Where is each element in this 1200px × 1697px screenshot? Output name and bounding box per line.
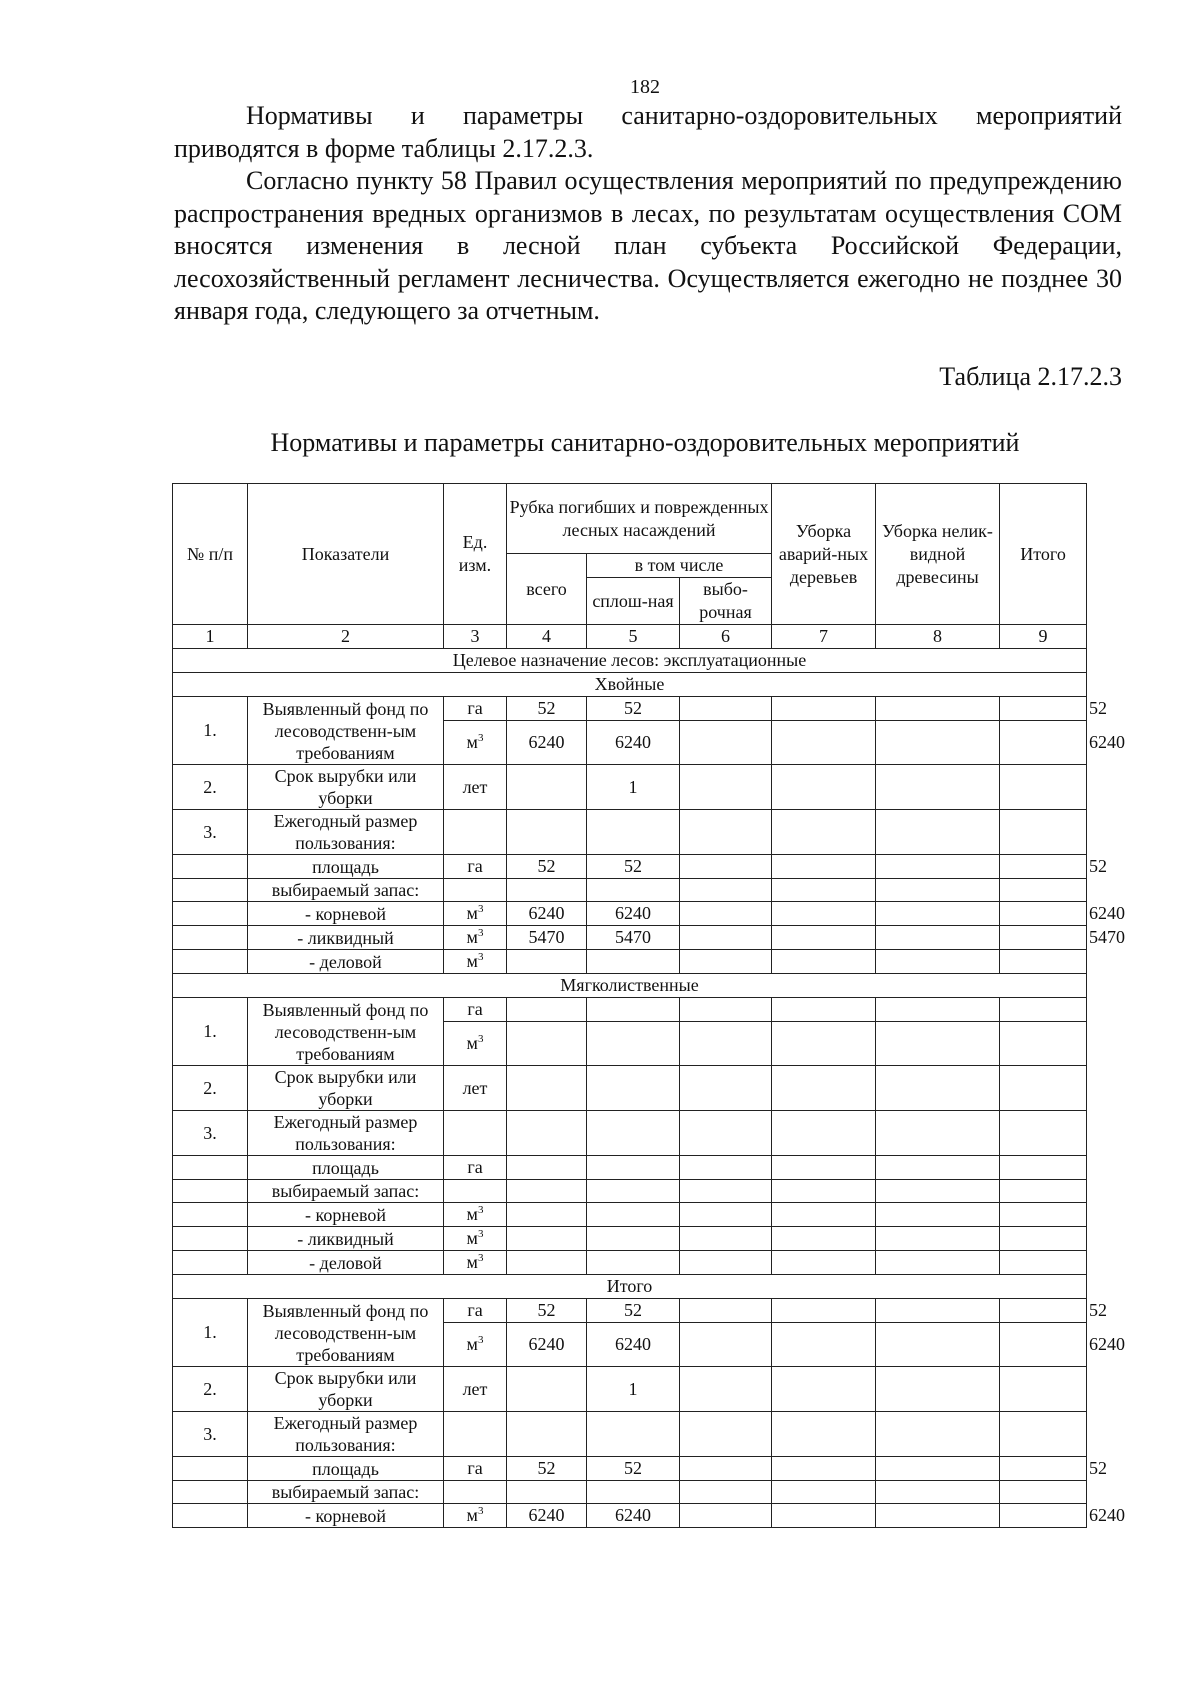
- row-number: [173, 1180, 248, 1203]
- unit-exponent: 3: [477, 1204, 484, 1216]
- row-label: выбираемый запас:: [248, 1481, 444, 1504]
- value-cell: 52: [587, 1457, 680, 1481]
- norms-table: [172, 483, 1126, 1528]
- value-cell: [772, 1203, 876, 1227]
- row-unit: [444, 950, 507, 974]
- value-cell: [772, 1367, 876, 1412]
- paragraph-intro: Нормативы и параметры санитарно-оздоровительных мероприятий приводятся в форме таблицы 2.17.2.3.: [174, 101, 1122, 163]
- value-cell: [680, 1481, 772, 1504]
- table-row: $м^3$ 6240 6240 6240: [173, 721, 1087, 765]
- column-number: 7: [772, 625, 876, 649]
- row-label: - деловой: [248, 1251, 444, 1275]
- value-cell: [876, 1299, 1000, 1323]
- value-cell: [1000, 1203, 1087, 1227]
- value-cell: 52: [507, 697, 587, 721]
- row-unit: [444, 1251, 507, 1275]
- value-cell: [507, 1066, 587, 1111]
- table-row: [173, 879, 1087, 902]
- unit-text: м: [466, 1204, 478, 1224]
- header-total: Итого: [1000, 484, 1087, 625]
- value-cell: [1000, 1323, 1087, 1367]
- group-title: Мягколиственные: [173, 974, 1087, 998]
- table-row: [173, 1111, 1087, 1156]
- row-unit: [444, 1481, 507, 1504]
- value-cell: [507, 1180, 587, 1203]
- group-row: [173, 673, 1087, 697]
- row-unit: га: [444, 1457, 507, 1481]
- value-cell: [772, 879, 876, 902]
- value-cell: [1000, 1504, 1087, 1528]
- value-cell: [680, 879, 772, 902]
- row-label: Срок вырубки или уборки: [248, 1367, 444, 1412]
- value-cell: [772, 1156, 876, 1180]
- section-row: [173, 649, 1087, 673]
- row-number: [173, 1504, 248, 1528]
- value-cell: [507, 1203, 587, 1227]
- value-cell: [772, 810, 876, 855]
- value-cell: [507, 1227, 587, 1251]
- row-label: площадь: [248, 855, 444, 879]
- row-number: 2.: [173, 1367, 248, 1412]
- table-row: 1. Выявленный фонд по лесоводственн-ым требованиям га 52 52 52: [173, 1299, 1087, 1323]
- value-cell: [876, 998, 1000, 1022]
- column-number: 6: [680, 625, 772, 649]
- value-cell: [680, 1111, 772, 1156]
- value-cell: [587, 1203, 680, 1227]
- value-cell: [680, 721, 772, 765]
- row-unit: га: [444, 855, 507, 879]
- value-cell: [1000, 998, 1087, 1022]
- row-label: - ликвидный: [248, 1227, 444, 1251]
- row-unit: [444, 1203, 507, 1227]
- value-cell: [876, 1022, 1000, 1066]
- value-cell: [772, 902, 876, 926]
- value-cell: [772, 765, 876, 810]
- value-cell: [587, 1251, 680, 1275]
- value-cell: [1000, 1156, 1087, 1180]
- value-cell: [680, 902, 772, 926]
- value-cell: [772, 926, 876, 950]
- row-number: [173, 1481, 248, 1504]
- row-unit: [444, 721, 507, 765]
- value-cell: 52: [507, 1457, 587, 1481]
- value-cell: [587, 1156, 680, 1180]
- value-cell: 6240: [507, 902, 587, 926]
- value-cell: [680, 1412, 772, 1457]
- table-row: [173, 1412, 1087, 1457]
- column-number: 8: [876, 625, 1000, 649]
- column-number: 1: [173, 625, 248, 649]
- column-number: 3: [444, 625, 507, 649]
- value-cell: [507, 1412, 587, 1457]
- value-cell: [680, 1299, 772, 1323]
- header-clear: сплош-ная: [587, 578, 680, 625]
- value-cell: [680, 1156, 772, 1180]
- row-label: Выявленный фонд по лесоводственн-ым требованиям: [248, 697, 444, 765]
- row-label: площадь: [248, 1156, 444, 1180]
- table-row: площадь га 52 52 52: [173, 855, 1087, 879]
- value-cell: [680, 1323, 772, 1367]
- value-cell: [876, 1481, 1000, 1504]
- header-selective: выбо-рочная: [680, 578, 772, 625]
- value-cell: [1000, 765, 1087, 810]
- value-cell: [1000, 697, 1087, 721]
- value-cell: [587, 1227, 680, 1251]
- row-unit: лет: [444, 1066, 507, 1111]
- value-cell: [1000, 1022, 1087, 1066]
- table-row: [173, 1367, 1087, 1412]
- value-cell: [876, 1066, 1000, 1111]
- row-label: выбираемый запас:: [248, 1180, 444, 1203]
- value-cell: [772, 1457, 876, 1481]
- value-cell: [680, 810, 772, 855]
- value-cell: [680, 998, 772, 1022]
- value-cell: [876, 1367, 1000, 1412]
- table-row: - ликвидный $м^3$ 5470 5470 5470: [173, 926, 1087, 950]
- value-cell: [507, 1022, 587, 1066]
- page-number: 182: [630, 76, 660, 98]
- value-cell: [507, 1156, 587, 1180]
- row-label: - деловой: [248, 950, 444, 974]
- value-cell: [772, 950, 876, 974]
- value-cell: [507, 1251, 587, 1275]
- row-number: [173, 1457, 248, 1481]
- value-cell: 5470: [587, 926, 680, 950]
- row-number: 1.: [173, 697, 248, 765]
- row-label: Выявленный фонд по лесоводственн-ым требованиям: [248, 1299, 444, 1367]
- value-cell: [507, 1367, 587, 1412]
- value-cell: [876, 1457, 1000, 1481]
- value-cell: [587, 950, 680, 974]
- unit-exponent: 3: [477, 732, 484, 744]
- value-cell: 52: [587, 855, 680, 879]
- value-cell: [1000, 1180, 1087, 1203]
- value-cell: 6240: [587, 1323, 680, 1367]
- value-cell: [772, 1180, 876, 1203]
- value-cell: [772, 1022, 876, 1066]
- value-cell: 52: [507, 855, 587, 879]
- row-number: [173, 902, 248, 926]
- value-cell: 52: [587, 1299, 680, 1323]
- value-cell: [876, 721, 1000, 765]
- value-cell: [876, 1227, 1000, 1251]
- value-cell: [876, 765, 1000, 810]
- value-cell: [876, 1323, 1000, 1367]
- value-cell: [1000, 810, 1087, 855]
- table-row: [173, 1203, 1087, 1227]
- value-cell: 6240: [587, 1504, 680, 1528]
- column-number: 4: [507, 625, 587, 649]
- row-number: [173, 855, 248, 879]
- row-number: [173, 926, 248, 950]
- value-cell: [876, 879, 1000, 902]
- value-cell: [1000, 721, 1087, 765]
- value-cell: [680, 950, 772, 974]
- value-cell: [1000, 1227, 1087, 1251]
- column-number: 9: [1000, 625, 1087, 649]
- row-unit: [444, 810, 507, 855]
- group-title: Итого: [173, 1275, 1087, 1299]
- value-cell: [1000, 1481, 1087, 1504]
- row-number: 2.: [173, 1066, 248, 1111]
- row-unit: лет: [444, 1367, 507, 1412]
- group-row: [173, 974, 1087, 998]
- value-cell: [876, 1180, 1000, 1203]
- value-cell: [680, 1066, 772, 1111]
- row-unit: га: [444, 998, 507, 1022]
- value-cell: 52: [587, 697, 680, 721]
- row-number: 1.: [173, 998, 248, 1066]
- header-illiquid: Уборка нелик-видной древесины: [876, 484, 1000, 625]
- value-cell: [680, 1203, 772, 1227]
- table-row: [173, 998, 1087, 1022]
- table-row: - корневой $м^3$ 6240 6240 6240: [173, 1504, 1087, 1528]
- unit-text: м: [466, 927, 478, 947]
- value-cell: [1000, 879, 1087, 902]
- value-cell: [772, 1323, 876, 1367]
- unit-text: м: [466, 951, 478, 971]
- value-cell: [772, 1251, 876, 1275]
- value-cell: [876, 1156, 1000, 1180]
- row-label: Ежегодный размер пользования:: [248, 1111, 444, 1156]
- value-cell: [1000, 1066, 1087, 1111]
- row-unit: га: [444, 1299, 507, 1323]
- row-number: [173, 879, 248, 902]
- unit-exponent: 3: [477, 1252, 484, 1264]
- value-cell: [587, 1111, 680, 1156]
- value-cell: 6240: [507, 1504, 587, 1528]
- row-label: Срок вырубки или уборки: [248, 1066, 444, 1111]
- value-cell: [1000, 855, 1087, 879]
- table-row: [173, 765, 1087, 810]
- value-cell: [876, 950, 1000, 974]
- row-unit: [444, 1227, 507, 1251]
- value-cell: 5470: [507, 926, 587, 950]
- row-label: - корневой: [248, 1203, 444, 1227]
- value-cell: [1000, 926, 1087, 950]
- column-number: 5: [587, 625, 680, 649]
- row-unit: [444, 926, 507, 950]
- value-cell: [587, 998, 680, 1022]
- table-number: Таблица 2.17.2.3: [939, 362, 1122, 391]
- row-label: - корневой: [248, 1504, 444, 1528]
- group-row: [173, 1275, 1087, 1299]
- value-cell: [772, 1481, 876, 1504]
- header-num: № п/п: [173, 484, 248, 625]
- row-number: [173, 1156, 248, 1180]
- row-number: [173, 1203, 248, 1227]
- value-cell: [587, 1066, 680, 1111]
- value-cell: [1000, 950, 1087, 974]
- header-incl: в том числе: [587, 554, 772, 578]
- value-cell: [680, 1022, 772, 1066]
- header-indicators: Показатели: [248, 484, 444, 625]
- unit-text: м: [466, 732, 478, 752]
- column-numbers-row: [173, 625, 1087, 649]
- row-number: [173, 950, 248, 974]
- value-cell: [680, 926, 772, 950]
- value-cell: [876, 1412, 1000, 1457]
- value-cell: [772, 998, 876, 1022]
- row-unit: [444, 1412, 507, 1457]
- unit-exponent: 3: [477, 903, 484, 915]
- table-row: площадь га 52 52 52: [173, 1457, 1087, 1481]
- unit-exponent: 3: [477, 1505, 484, 1517]
- group-title: Хвойные: [173, 673, 1087, 697]
- table-row: [173, 1227, 1087, 1251]
- table-row: [173, 1156, 1087, 1180]
- value-cell: [772, 721, 876, 765]
- value-cell: [507, 879, 587, 902]
- table-row: 1. Выявленный фонд по лесоводственн-ым требованиям га 52 52 52: [173, 697, 1087, 721]
- value-cell: [507, 950, 587, 974]
- value-cell: 6240: [587, 902, 680, 926]
- value-cell: [876, 810, 1000, 855]
- row-number: 1.: [173, 1299, 248, 1367]
- value-cell: [772, 855, 876, 879]
- value-cell: [587, 879, 680, 902]
- value-cell: [772, 1066, 876, 1111]
- table-row: $м^3$ 6240 6240 6240: [173, 1323, 1087, 1367]
- value-cell: [772, 1227, 876, 1251]
- table-row: [173, 1481, 1087, 1504]
- row-unit: га: [444, 697, 507, 721]
- value-cell: [772, 1412, 876, 1457]
- header-emergency: Уборка аварий-ных деревьев: [772, 484, 876, 625]
- paragraph-rules: Согласно пункту 58 Правил осуществления мероприятий по предупреждению распространения вредных организмов в лесах, по результатам осуществления СОМ вносятся изменения в лесной план субъекта Российской Федерации, лесохозяйственный регламент лесничества. Осуществляется ежегодно не позднее 30 января года, следующего за отчетным.: [174, 166, 1122, 325]
- unit-text: м: [466, 903, 478, 923]
- unit-text: м: [466, 1252, 478, 1272]
- section-title: Целевое назначение лесов: эксплуатационные: [173, 649, 1087, 673]
- row-unit: [444, 1111, 507, 1156]
- value-cell: [772, 1504, 876, 1528]
- value-cell: [680, 1504, 772, 1528]
- table-row: - корневой $м^3$ 6240 6240 6240: [173, 902, 1087, 926]
- header-felling: Рубка погибших и поврежденных лесных насаждений: [507, 484, 772, 554]
- value-cell: [1000, 1251, 1087, 1275]
- value-cell: [680, 697, 772, 721]
- value-cell: [772, 1111, 876, 1156]
- value-cell: [680, 1251, 772, 1275]
- value-cell: [1000, 1299, 1087, 1323]
- value-cell: 6240: [507, 1323, 587, 1367]
- value-cell: [587, 1481, 680, 1504]
- value-cell: [876, 1251, 1000, 1275]
- row-label: - ликвидный: [248, 926, 444, 950]
- value-cell: 52: [507, 1299, 587, 1323]
- row-label: Выявленный фонд по лесоводственн-ым требованиям: [248, 998, 444, 1066]
- row-number: 3.: [173, 810, 248, 855]
- value-cell: [1000, 1412, 1087, 1457]
- row-label: Ежегодный размер пользования:: [248, 810, 444, 855]
- value-cell: [587, 1022, 680, 1066]
- value-cell: [876, 855, 1000, 879]
- unit-text: м: [466, 1033, 478, 1053]
- value-cell: [772, 697, 876, 721]
- unit-exponent: 3: [477, 1228, 484, 1240]
- row-label: Срок вырубки или уборки: [248, 765, 444, 810]
- value-cell: [876, 1203, 1000, 1227]
- value-cell: [876, 1111, 1000, 1156]
- value-cell: 1: [587, 1367, 680, 1412]
- value-cell: [507, 810, 587, 855]
- row-unit: [444, 879, 507, 902]
- table-title: Нормативы и параметры санитарно-оздоровительных мероприятий: [270, 428, 1020, 457]
- row-label: выбираемый запас:: [248, 879, 444, 902]
- unit-exponent: 3: [477, 951, 484, 963]
- row-unit: [444, 1323, 507, 1367]
- unit-exponent: 3: [477, 927, 484, 939]
- value-cell: [876, 697, 1000, 721]
- row-number: [173, 1227, 248, 1251]
- row-unit: [444, 1180, 507, 1203]
- value-cell: [507, 1481, 587, 1504]
- row-number: 3.: [173, 1412, 248, 1457]
- row-unit: [444, 902, 507, 926]
- value-cell: [507, 1111, 587, 1156]
- table-row: [173, 810, 1087, 855]
- header-total-felling: всего: [507, 554, 587, 625]
- table-row: [173, 950, 1087, 974]
- value-cell: [587, 1412, 680, 1457]
- value-cell: [507, 998, 587, 1022]
- value-cell: [680, 1457, 772, 1481]
- value-cell: [876, 926, 1000, 950]
- column-number: 2: [248, 625, 444, 649]
- value-cell: [1000, 1367, 1087, 1412]
- row-number: 2.: [173, 765, 248, 810]
- value-cell: 6240: [587, 721, 680, 765]
- table-row: [173, 1066, 1087, 1111]
- value-cell: [1000, 1457, 1087, 1481]
- value-cell: [876, 1504, 1000, 1528]
- value-cell: [680, 1227, 772, 1251]
- value-cell: [587, 1180, 680, 1203]
- row-unit: [444, 1022, 507, 1066]
- value-cell: [507, 765, 587, 810]
- table-row: [173, 1180, 1087, 1203]
- unit-text: м: [466, 1334, 478, 1354]
- row-label: - корневой: [248, 902, 444, 926]
- row-unit: [444, 1504, 507, 1528]
- value-cell: 6240: [507, 721, 587, 765]
- value-cell: [876, 902, 1000, 926]
- value-cell: [587, 810, 680, 855]
- value-cell: [1000, 1111, 1087, 1156]
- row-number: [173, 1251, 248, 1275]
- row-unit: га: [444, 1156, 507, 1180]
- value-cell: [680, 765, 772, 810]
- unit-text: м: [466, 1505, 478, 1525]
- unit-exponent: 3: [477, 1334, 484, 1346]
- table-row: [173, 1251, 1087, 1275]
- row-unit: лет: [444, 765, 507, 810]
- row-label: Ежегодный размер пользования:: [248, 1412, 444, 1457]
- header-unit: Ед. изм.: [444, 484, 507, 625]
- unit-text: м: [466, 1228, 478, 1248]
- value-cell: 1: [587, 765, 680, 810]
- row-label: площадь: [248, 1457, 444, 1481]
- row-number: 3.: [173, 1111, 248, 1156]
- value-cell: [772, 1299, 876, 1323]
- value-cell: [1000, 902, 1087, 926]
- value-cell: [680, 855, 772, 879]
- unit-exponent: 3: [477, 1033, 484, 1045]
- value-cell: [680, 1180, 772, 1203]
- value-cell: [680, 1367, 772, 1412]
